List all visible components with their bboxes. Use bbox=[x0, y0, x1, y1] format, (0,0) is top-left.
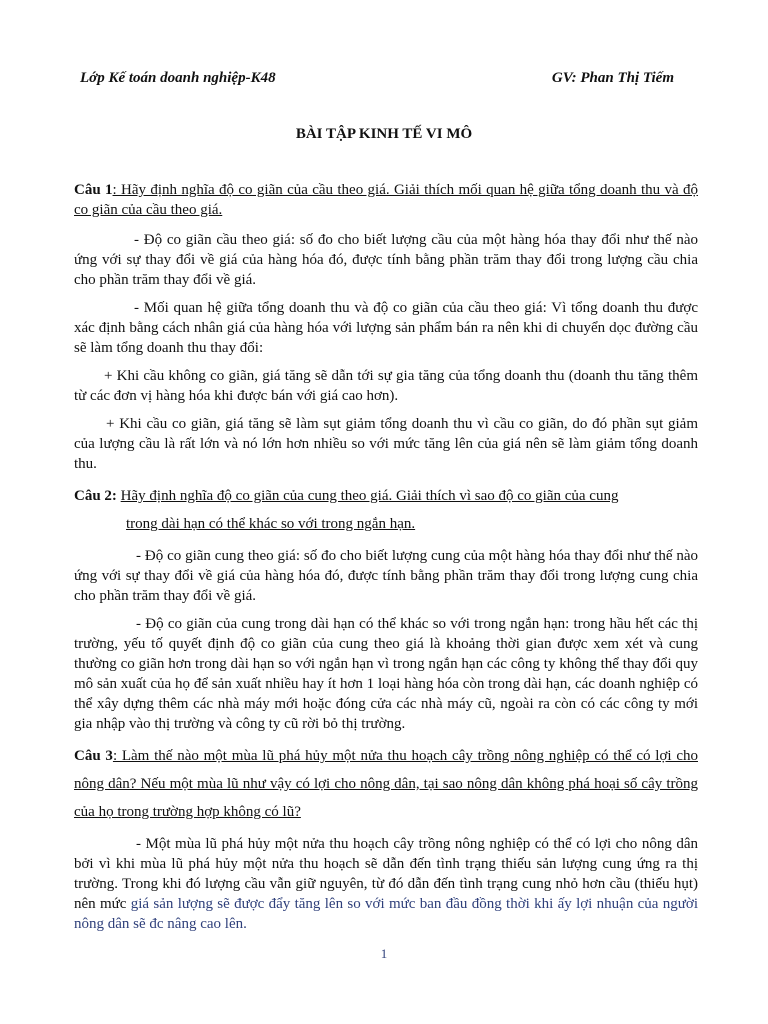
page-header bbox=[80, 70, 674, 87]
answer-1-4: + Khi cầu co giãn, giá tăng sẽ làm sụt giảm tổng doanh thu vì cầu co giãn, do đó phần sụt giảm của lượng cầu là rất lớn và nó lớn hơn nhiều so với mức tăng lên của giá nên sẽ làm giảm tổng doanh thu. bbox=[74, 416, 698, 472]
question-2 bbox=[74, 482, 698, 538]
answer-1-3: + Khi cầu không co giãn, giá tăng sẽ dẫn tới sự gia tăng của tổng doanh thu (doanh thu tăng thêm từ các đơn vị hàng hóa khi được bán với giá cao hơn). bbox=[74, 368, 698, 404]
answer-1-1: - Độ co giãn cầu theo giá: số đo cho biết lượng cầu của một hàng hóa thay đổi như thế nào ứng với sự thay đổi về giá của hàng hóa đó, được tính bằng phần trăm thay đổi trong lượng cầu chia cho phần trăm thay đổi về giá. bbox=[74, 232, 698, 288]
answer-1-2: - Mối quan hệ giữa tổng doanh thu và độ co giãn của cầu theo giá: Vì tổng doanh thu được xác định bằng cách nhân giá của hàng hóa với lượng sản phẩm bán ra nên khi di chuyển dọc đường cầu sẽ làm tổng doanh thu thay đổi: bbox=[74, 300, 698, 356]
question-1-label: Câu 1 bbox=[74, 182, 113, 198]
question-2-text-line2: trong dài hạn có thể khác so với trong ngắn hạn. bbox=[126, 516, 416, 532]
question-3-text: : Làm thế nào một mùa lũ phá hủy một nửa thu hoạch cây trồng nông nghiệp có thể có lợi cho nông dân? Nếu một mùa lũ như vậy có lợi cho nông dân, tại sao nông dân không phá hoại số cây trồng của họ trong trường hợp không có lũ? bbox=[74, 748, 698, 820]
class-name: Lớp Kế toán doanh nghiệp-K48 bbox=[80, 70, 276, 86]
page-title: BÀI TẬP KINH TẾ VI MÔ bbox=[295, 126, 473, 142]
answer-2-1: - Độ co giãn cung theo giá: số đo cho biết lượng cung của một hàng hóa thay đổi như thế nào ứng với sự thay đổi về giá của hàng hóa đó, được tính bằng phần trăm thay đổi trong lượng cung chia cho phần trăm thay đổi về giá. bbox=[74, 548, 698, 604]
answer-3-1 bbox=[74, 834, 698, 934]
question-3-label: Câu 3 bbox=[74, 748, 113, 764]
answer-3-1-highlight: giá sản lượng sẽ được đẩy tăng lên so với mức ban đầu đồng thời khi ấy lợi nhuận của người nông dân sẽ đc nâng cao lên. bbox=[74, 896, 698, 932]
question-1-text: : Hãy định nghĩa độ co giãn của cầu theo giá. Giải thích mối quan hệ giữa tổng doanh thu và độ co giãn của cầu theo giá. bbox=[74, 182, 698, 218]
page-number: 1 bbox=[380, 946, 388, 961]
question-1 bbox=[74, 180, 698, 220]
question-2-text-line1: Hãy định nghĩa độ co giãn của cung theo giá. Giải thích vì sao độ co giãn của cung bbox=[120, 488, 619, 504]
answer-3-1-text: - Một mùa lũ phá hủy một nửa thu hoạch cây trồng nông nghiệp có thể có lợi cho nông dân bởi vì khi mùa lũ phá hủy một nửa thu hoạch sẽ dẫn đến tình trạng thiếu sản lượng cung ứng ra thị trường. Trong khi đó lượng cầu vẫn giữ nguyên, từ đó dẫn đến tình trạng cung nhỏ hơn cầu (thiếu hụt) nên mức bbox=[74, 836, 698, 912]
teacher-name: GV: Phan Thị Tiếm bbox=[551, 70, 674, 86]
answer-2-2: - Độ co giãn của cung trong dài hạn có thể khác so với trong ngắn hạn: trong hầu hết các thị trường, yếu tố quyết định độ co giãn của cung theo giá là khoảng thời gian được xem xét và cung thường co giãn hơn trong dài hạn so với ngắn hạn vì trong ngắn hạn các công ty không thể thay đổi quy mô sản xuất của họ để sản xuất nhiều hay ít hơn 1 loại hàng hóa còn trong dài hạn, các doanh nghiệp có thể xây dựng thêm các nhà máy mới hoặc đóng cửa các nhà máy cũ, ngoài ra còn có các công ty mới gia nhập vào thị trường và công ty cũ rời bỏ thị trường. bbox=[74, 616, 698, 732]
question-2-label: Câu 2: bbox=[74, 488, 117, 504]
document-body bbox=[74, 180, 698, 942]
question-3 bbox=[74, 742, 698, 826]
